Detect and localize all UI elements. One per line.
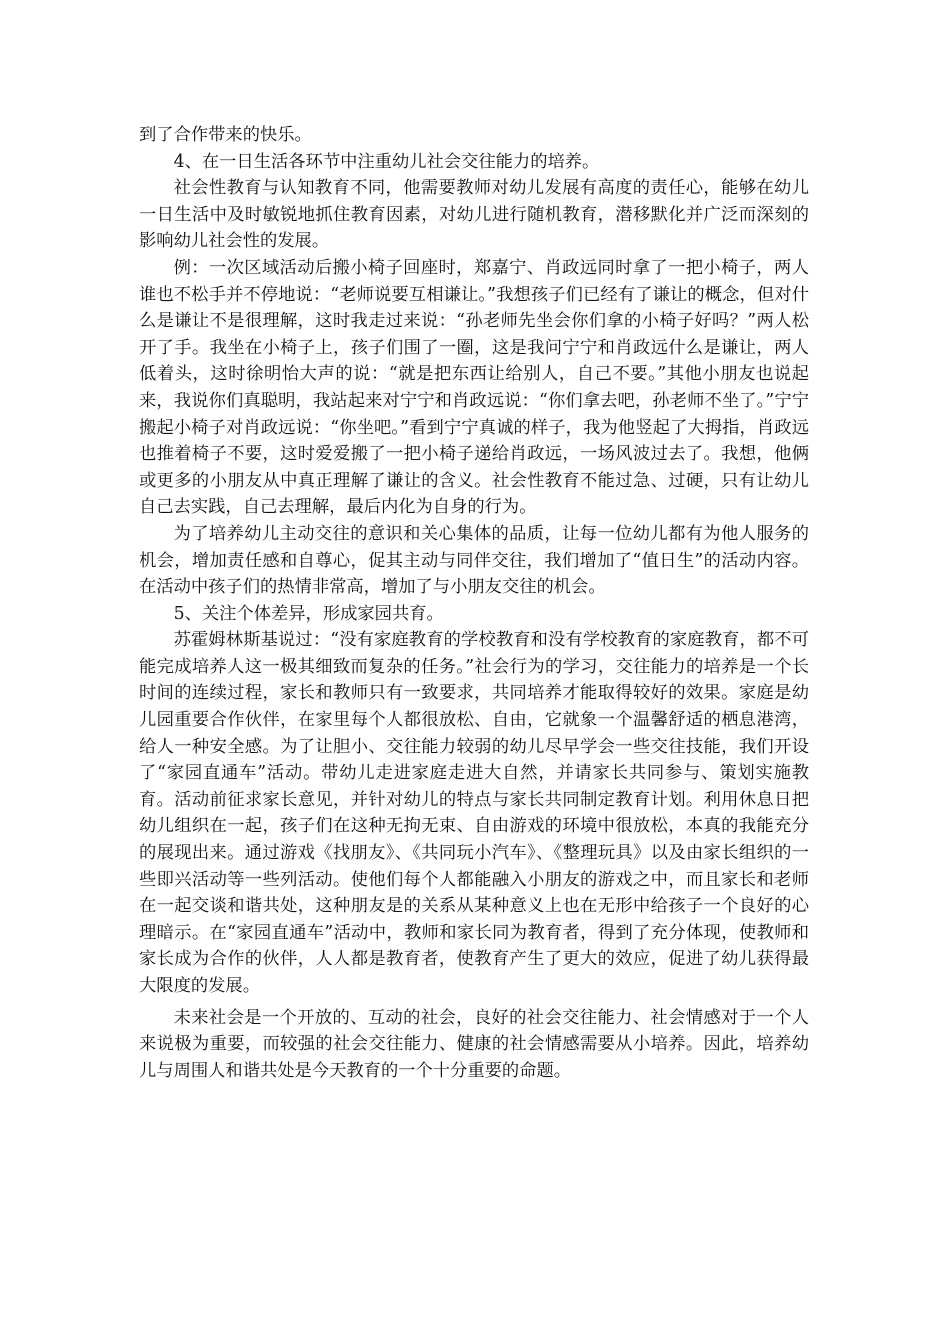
- paragraph-example: 例：一次区域活动后搬小椅子回座时，郑嘉宁、肖政远同时拿了一把小椅子，两人谁也不松手并不停地说：“老师说要互相谦让。”我想孩子们已经有了谦让的概念，但对什么是谦让不是很理解，这时我走过来说：“孙老师先坐会你们拿的小椅子好吗？”两人松开了手。我坐在小椅子上，孩子们围了一圈，这是我问宁宁和肖政远什么是谦让，两人低着头，这时徐明怡大声的说：“就是把东西让给别人，自己不要。”其他小朋友也说起来，我说你们真聪明，我站起来对宁宁和肖政远说：“你们拿去吧，孙老师不坐了。”宁宁搬起小椅子对肖政远说：“你坐吧。”看到宁宁真诚的样子，我为他竖起了大拇指，肖政远也推着椅子不要，这时爱爱搬了一把小椅子递给肖政远，一场风波过去了。我想，他俩或更多的小朋友从中真正理解了谦让的含义。社会性教育不能过急、过硬，只有让幼儿自己去实践，自己去理解，最后内化为自身的行为。: [139, 257, 809, 518]
- paragraph-social-education: 社会性教育与认知教育不同，他需要教师对幼儿发展有高度的责任心，能够在幼儿一日生活中及时敏锐地抓住教育因素，对幼儿进行随机教育，潜移默化并广泛而深刻的影响幼儿社会性的发展。: [139, 178, 809, 252]
- paragraph-duty-student: 为了培养幼儿主动交往的意识和关心集体的品质，让每一位幼儿都有为他人服务的机会，增加责任感和自尊心，促其主动与同伴交往，我们增加了“值日生”的活动内容。在活动中孩子们的热情非常高，增加了与小朋友交往的机会。: [139, 523, 809, 598]
- section-heading-4: 4、在一日生活各环节中注重幼儿社会交往能力的培养。: [173, 151, 600, 172]
- paragraph-conclusion: 未来社会是一个开放的、互动的社会，良好的社会交往能力、社会情感对于一个人来说极为重要，而较强的社会交往能力、健康的社会情感需要从小培养。因此，培养幼儿与周围人和谐共处是今天教育的一个十分重要的命题。: [139, 1007, 809, 1081]
- document-page: [139, 122, 809, 1084]
- paragraph-continuation: 到了合作带来的快乐。: [139, 125, 312, 145]
- paragraph-home-school: 苏霍姆林斯基说过：“没有家庭教育的学校教育和没有学校教育的家庭教育，都不可能完成培养人这一极其细致而复杂的任务。”社会行为的学习，交往能力的培养是一个长时间的连续过程，家长和教师只有一致要求，共同培养才能取得较好的效果。家庭是幼儿园重要合作伙伴，在家里每个人都很放松、自由，它就象一个温馨舒适的栖息港湾，给人一种安全感。为了让胆小、交往能力较弱的幼儿尽早学会一些交往技能，我们开设了“家园直通车”活动。带幼儿走进家庭走进大自然，并请家长共同参与、策划实施教育。活动前征求家长意见，并针对幼儿的特点与家长共同制定教育计划。利用休息日把幼儿组织在一起，孩子们在这种无拘无束、自由游戏的环境中很放松，本真的我能充分的展现出来。通过游戏《找朋友》、《共同玩小汽车》、《整理玩具》以及由家长组织的一些即兴活动等一些列活动。使他们每个人都能融入小朋友的游戏之中，而且家长和老师在一起交谈和谐共处，这种朋友是的关系从某种意义上也在无形中给孩子一个良好的心理暗示。在“家园直通车”活动中，教师和家长同为教育者，得到了充分体现，使教师和家长成为合作的伙伴，人人都是教育者，使教育产生了更大的效应，促进了幼儿获得最大限度的发展。: [139, 630, 809, 996]
- section-heading-5: 5、关注个体差异，形成家园共育。: [173, 603, 444, 624]
